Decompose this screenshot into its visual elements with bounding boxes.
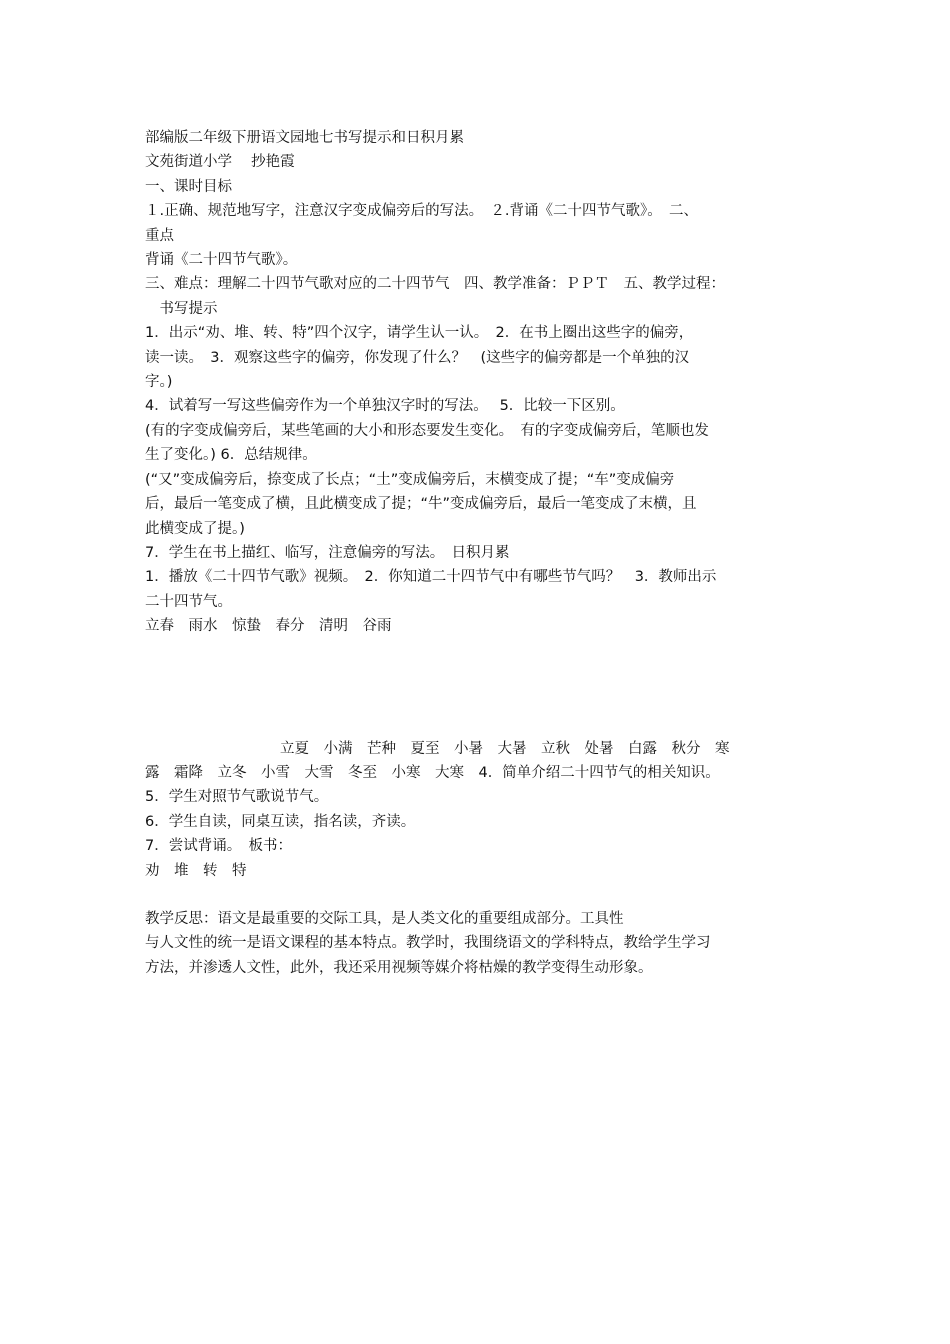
text-line: (“又”变成偏旁后，捺变成了长点；“土”变成偏旁后，末横变成了提；“车”变成偏旁 (145, 471, 675, 488)
text-line: 书写提示 (145, 300, 218, 317)
author-line: 文苑街道小学 抄艳霞 (145, 154, 295, 171)
text-line: 字。) (145, 374, 173, 391)
document-title: 部编版二年级下册语文园地七书写提示和日积月累 (145, 130, 464, 146)
text-line: 4．试着写一写这些偏旁作为一个单独汉字时的写法。 5．比较一下区别。 (145, 398, 625, 415)
text-line: 露 霜降 立冬 小雪 大雪 冬至 小寒 大寒 4．简单介绍二十四节气的相关知识。 (145, 764, 720, 781)
solar-terms-continued: 立夏 小满 芒种 夏至 小暑 大暑 立秋 处暑 白露 秋分 寒 (280, 740, 730, 757)
text-line: 重点 (145, 227, 174, 244)
text-line: 1．播放《二十四节气歌》视频。 2．你知道二十四节气中有哪些节气吗？ 3．教师出示 (145, 569, 717, 586)
text-line: 三、难点：理解二十四节气歌对应的二十四节气 四、教学准备：ＰＰＴ 五、教学过程： (145, 276, 725, 293)
text-line: 7．学生在书上描红、临写，注意偏旁的写法。 日积月累 (145, 544, 510, 561)
text-line: 二十四节气。 (145, 593, 232, 610)
text-line: 读一读。 3．观察这些字的偏旁，你发现了什么？ (这些字的偏旁都是一个单独的汉 (145, 349, 690, 366)
text-line: 此横变成了提。) (145, 520, 245, 537)
text-line: 背诵《二十四节气歌》。 (145, 252, 298, 269)
reflection-line: 教学反思：语文是最重要的交际工具，是人类文化的重要组成部分。工具性 (145, 910, 624, 927)
document-page (145, 126, 815, 980)
blank-space (145, 639, 815, 737)
text-line: 后，最后一笔变成了横，且此横变成了提；“牛”变成偏旁后，最后一笔变成了末横，且 (145, 496, 697, 513)
reflection-line: 方法，并渗透人文性，此外，我还采用视频等媒介将枯燥的教学变得生动形象。 (145, 959, 653, 976)
blackboard-characters: 劝 堆 转 特 (145, 862, 247, 879)
text-line: 7．尝试背诵。 板书： (145, 838, 292, 855)
solar-terms-spring: 立春 雨水 惊蛰 春分 清明 谷雨 (145, 618, 392, 635)
text-line: 5．学生对照节气歌说节气。 (145, 789, 329, 806)
text-line: 一、课时目标 (145, 178, 232, 195)
text-line: 1．出示“劝、堆、转、特”四个汉字，请学生认一认。 2．在书上圈出这些字的偏旁， (145, 325, 694, 342)
text-line: １.正确、规范地写字，注意汉字变成偏旁后的写法。 ２.背诵《二十四节气歌》。 二、 (145, 203, 698, 220)
text-line: 6．学生自读，同桌互读，指名读，齐读。 (145, 813, 416, 830)
reflection-line: 与人文性的统一是语文课程的基本特点。教学时，我围绕语文的学科特点，教给学生学习 (145, 935, 711, 952)
text-line: 生了变化。) 6．总结规律。 (145, 447, 317, 464)
blank-space (145, 883, 815, 907)
text-line: (有的字变成偏旁后，某些笔画的大小和形态要发生变化。 有的字变成偏旁后，笔顺也发 (145, 422, 709, 439)
